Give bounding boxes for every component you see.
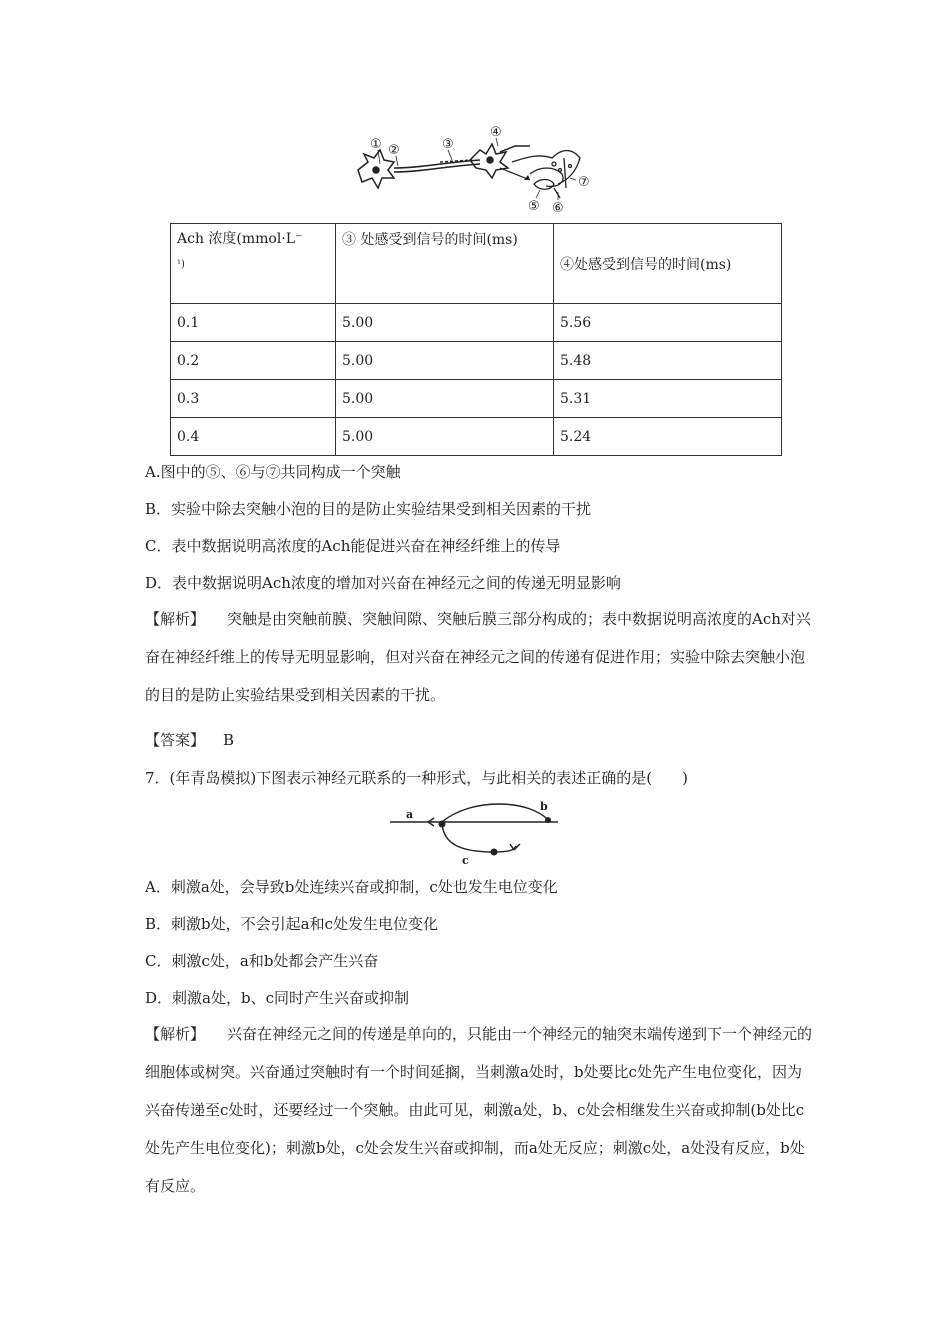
table-cell: 5.56 [554, 304, 782, 342]
analysis-text: 兴奋在神经元之间的传递是单向的，只能由一个神经元的轴突末端传递到下一个神经元的细胞体或树突。兴奋通过突触时有一个时间延搁，当刺激a处时，b处要比c处先产生电位变化，因为兴奋传递至c处时，还要经过一个突触。由此可见，刺激a处，b、c处会相继发生兴奋或抑制(b处比c处先产生电位变化)；刺激b处，c处会发生兴奋或抑制，而a处无反应；刺激c处，a处没有反应，b处有反应。 [145, 1025, 813, 1195]
loop-top [442, 804, 550, 822]
label-3: ③ [442, 137, 454, 152]
table-cell: 0.1 [171, 304, 336, 342]
table-cell: 5.00 [336, 380, 554, 418]
neural-circuit-figure [390, 800, 570, 866]
q7-option-c: C．刺激c处，a和b处都会产生兴奋 [145, 952, 379, 970]
table-cell: 5.31 [554, 380, 782, 418]
analysis-label: 【解析】 [145, 610, 206, 628]
label-2: ② [388, 143, 400, 158]
node-cell-1 [439, 821, 446, 828]
q6-option-c: C．表中数据说明高浓度的Ach能促进兴奋在神经纤维上的传导 [145, 537, 561, 555]
q7-option-d: D．刺激a处，b、c同时产生兴奋或抑制 [145, 989, 409, 1007]
label-1: ① [370, 137, 382, 152]
q6-answer [145, 730, 234, 750]
label-7: ⑦ [578, 175, 590, 190]
q7-option-b: B．刺激b处，不会引起a和c处发生电位变化 [145, 915, 438, 933]
table-cell: 0.3 [171, 380, 336, 418]
label-6: ⑥ [552, 201, 564, 216]
q6-option-d: D．表中数据说明Ach浓度的增加对兴奋在神经元之间的传递无明显影响 [145, 574, 621, 592]
table-cell: 0.2 [171, 342, 336, 380]
table-row [171, 418, 782, 456]
node-b [545, 817, 551, 823]
table-row [171, 304, 782, 342]
q7-option-a: A．刺激a处，会导致b处连续兴奋或抑制，c处也发生电位变化 [145, 878, 558, 896]
table-cell: 5.48 [554, 342, 782, 380]
header-cell-time-4: ④处感受到信号的时间(ms) [554, 224, 782, 304]
table-row [171, 380, 782, 418]
label-b: b [540, 800, 548, 813]
table-row [171, 342, 782, 380]
neuron-cell-body-right [470, 144, 530, 178]
neuron-synapse-figure [340, 118, 610, 218]
label-a: a [406, 808, 414, 821]
analysis-label: 【解析】 [145, 1025, 206, 1043]
table-cell: 5.00 [336, 342, 554, 380]
table-header-row [171, 224, 782, 304]
q6-analysis [145, 600, 815, 714]
table-cell: 5.24 [554, 418, 782, 456]
node-cell-2 [491, 849, 498, 856]
ach-data-table [170, 223, 782, 456]
table-cell: 5.00 [336, 304, 554, 342]
q7-stem: 7．(年青岛模拟)下图表示神经元联系的一种形式，与此相关的表述正确的是( ) [145, 769, 688, 787]
header-cell-time-3: ③ 处感受到信号的时间(ms) [336, 224, 554, 304]
table-cell: 5.00 [336, 418, 554, 456]
q6-option-b: B．实验中除去突触小泡的目的是防止实验结果受到相关因素的干扰 [145, 500, 592, 518]
header-cell-concentration: Ach 浓度(mmol·L⁻ $^{^1)}$ [171, 224, 336, 304]
q6-option-a: A.图中的⑤、⑥与⑦共同构成一个突触 [145, 463, 401, 481]
answer-value: B [223, 731, 235, 749]
label-5: ⑤ [528, 199, 540, 214]
analysis-text: 突触是由突触前膜、突触间隙、突触后膜三部分构成的；表中数据说明高浓度的Ach对兴奋在神经纤维上的传导无明显影响，但对兴奋在神经元之间的传递有促进作用；实验中除去突触小泡的目的是防止实验结果受到相关因素的干扰。 [145, 610, 811, 704]
q7-analysis [145, 1015, 815, 1205]
table-cell: 0.4 [171, 418, 336, 456]
answer-label: 【答案】 [145, 731, 206, 749]
label-c: c [462, 854, 469, 866]
loop-bottom [442, 824, 494, 852]
neuron-cell-body-left [358, 150, 480, 188]
label-4: ④ [490, 125, 502, 140]
synapse-detail [512, 151, 580, 199]
